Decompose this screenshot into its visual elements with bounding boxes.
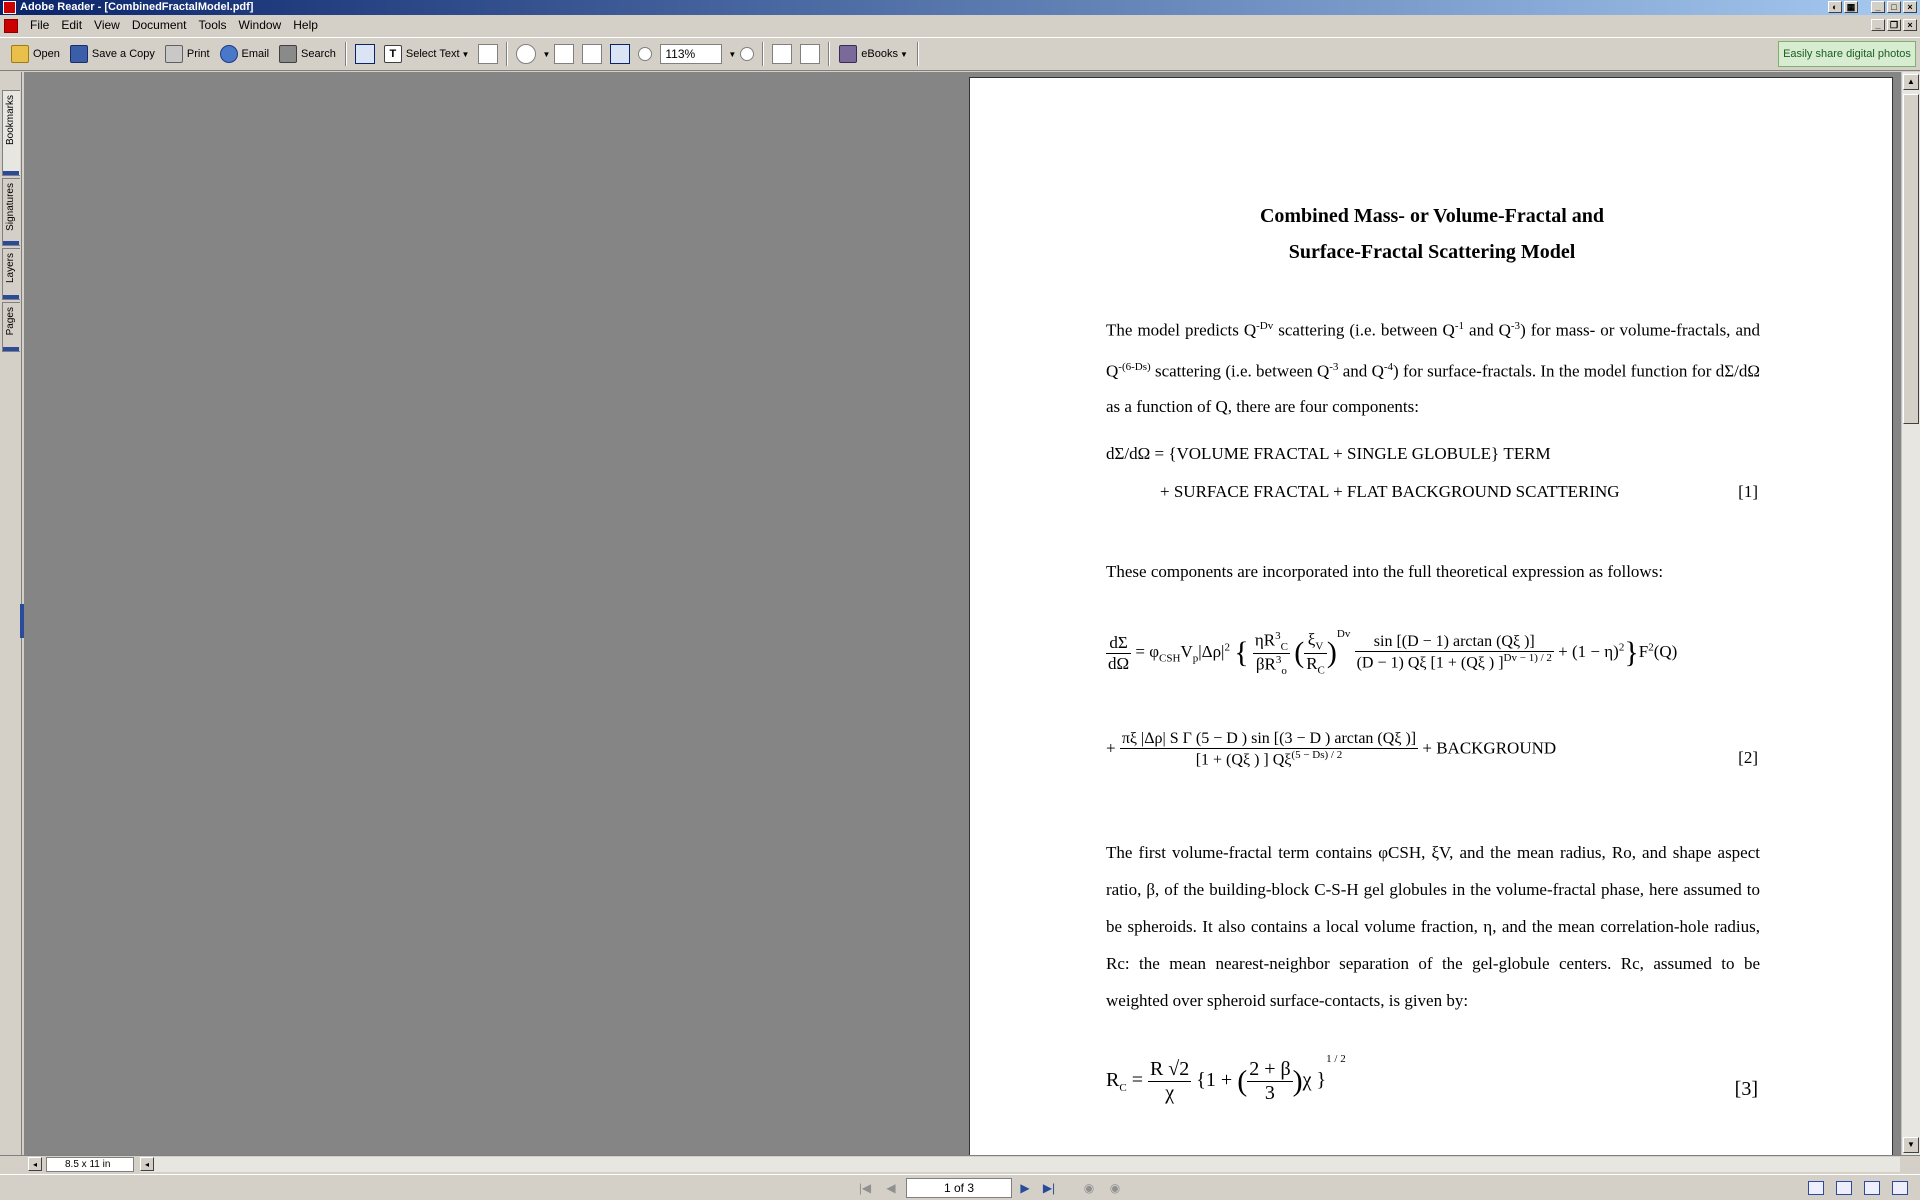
title-bar — [0, 0, 1920, 15]
text-cursor-icon: T — [384, 45, 402, 63]
equation-1-line-1: dΣ/dΩ = {VOLUME FRACTAL + SINGLE GLOBULE} TERM — [1106, 444, 1551, 463]
toolbar-separator — [345, 42, 347, 66]
navigation-pane-tabs — [0, 72, 22, 1155]
menu-view[interactable]: View — [94, 18, 120, 32]
close-icon[interactable]: × — [1903, 1, 1917, 13]
equation-3-number: [3] — [1734, 1078, 1758, 1100]
ebooks-label: eBooks — [861, 48, 898, 60]
continuous-view-icon[interactable] — [1836, 1181, 1852, 1195]
menu-tools[interactable]: Tools — [198, 18, 227, 32]
document-title — [970, 198, 1894, 270]
single-page-view-icon[interactable] — [1808, 1181, 1824, 1195]
previous-page-icon[interactable]: ◀ — [886, 1181, 896, 1195]
tab-pages-label: Pages — [5, 307, 16, 336]
doc-close-icon[interactable]: × — [1903, 19, 1917, 31]
print-label: Print — [186, 48, 210, 60]
scroll-thumb[interactable] — [1903, 94, 1919, 424]
go-back-icon[interactable]: ◉ — [1083, 1181, 1095, 1195]
promo-banner[interactable]: Easily share digital photos — [1778, 41, 1916, 67]
tab-accent — [3, 295, 19, 299]
search-button[interactable] — [274, 41, 341, 67]
status-bar — [0, 1174, 1920, 1200]
toolbar-separator — [506, 42, 508, 66]
tray-icon[interactable]: ◐ — [1828, 1, 1842, 13]
chevron-down-icon[interactable]: ▼ — [461, 49, 470, 59]
tab-accent — [3, 241, 19, 245]
zoom-out-icon[interactable] — [638, 47, 652, 61]
page-size-toggle-icon[interactable]: ◂ — [28, 1157, 42, 1171]
toolbar-separator — [917, 42, 919, 66]
email-label: Email — [241, 48, 270, 60]
select-text-label: Select Text — [405, 48, 460, 60]
equation-3: $R_C$ = $\frac{R √2}{\chi}$ {1 + ( $\frac{2 + \beta}{3}$ )χ }$^{1 / 2}$ — [1106, 1053, 1346, 1104]
first-page-icon[interactable]: |◀ — [858, 1181, 872, 1195]
tab-bookmarks-label: Bookmarks — [5, 95, 16, 146]
menu-edit[interactable]: Edit — [61, 18, 83, 32]
equation-2-continued: + $\frac{\text{πξ |Δρ| S Γ (5 − D ) sin [(3 − D ) arctan (Qξ )]}}{[1 + (Q\xi ) ] Q\xi^{(5 - Ds) / 2}}$ + BACKGROUND — [1106, 730, 1557, 769]
tab-signatures-label: Signatures — [5, 183, 16, 231]
pdf-page — [969, 77, 1893, 1155]
save-copy-label: Save a Copy — [91, 48, 155, 60]
printer-icon — [165, 45, 183, 63]
binoculars-icon — [279, 45, 297, 63]
hand-tool-icon[interactable] — [355, 44, 375, 64]
tab-accent — [3, 347, 19, 351]
search-label: Search — [301, 48, 336, 60]
chevron-down-icon[interactable]: ▼ — [899, 49, 908, 59]
tab-layers-label: Layers — [5, 253, 16, 284]
open-label: Open — [33, 48, 60, 60]
fit-page-icon[interactable] — [582, 44, 602, 64]
equation-2: $\frac{d\Sigma}{d\Omega}$ = $\varphi_{CSH}V_p|\Delta\rho|^2$ { $\frac{\eta R^3_C}{\beta R^3_o}$ ( $\frac{\xi_V}{R_C}$ )$^{Dv}$ $\frac{\sin [(D - 1) \arctan (Q\xi )]}{(D - 1) Q\xi [1 + (Q\xi ) ]^{Dv - 1) / 2}}$ + $(1 - \eta)^2\}F^2(Q)$ — [1108, 628, 1678, 677]
zoom-input[interactable]: 113% — [660, 44, 722, 64]
doc-restore-icon[interactable]: ❐ — [1887, 19, 1901, 31]
toolbar-separator — [762, 42, 764, 66]
chevron-down-icon[interactable]: ▼ — [728, 49, 737, 59]
snapshot-icon[interactable] — [478, 44, 498, 64]
menu-file[interactable]: File — [30, 18, 50, 32]
adobe-reader-icon — [3, 1, 16, 14]
tab-layers[interactable] — [2, 248, 20, 300]
page-number-input[interactable]: 1 of 3 — [906, 1178, 1012, 1198]
chevron-down-icon[interactable]: ▼ — [542, 49, 551, 59]
select-text-button[interactable] — [379, 41, 475, 67]
document-icon[interactable] — [4, 19, 18, 33]
toolbar — [0, 37, 1920, 71]
menu-help[interactable]: Help — [293, 18, 318, 32]
window-controls — [1871, 1, 1917, 13]
extra-window-controls — [1828, 1, 1858, 13]
tab-pages[interactable] — [2, 302, 20, 352]
horizontal-scrollbar[interactable] — [140, 1157, 1900, 1172]
rotate-left-icon[interactable] — [772, 44, 792, 64]
last-page-icon[interactable]: ▶| — [1042, 1181, 1056, 1195]
minimize-icon[interactable]: _ — [1871, 1, 1885, 13]
paragraph-volume-fractal: The first volume-fractal term contains φCSH, ξV, and the mean radius, Ro, and shape aspect ratio, β, of the building-block C-S-H gel globules in the volume-fractal phase, here assumed to be spheroids. It also contains a local volume fraction, η, and the mean correlation-hole radius, Rc: the mean nearest-neighbor separation of the gel-globule centers. Rc, assumed to be weighted over spheroid surface-contacts, is given by: — [1106, 843, 1760, 1010]
scroll-up-icon[interactable]: ▲ — [1903, 74, 1919, 90]
equation-2-number: [2] — [1738, 748, 1758, 767]
title-line-2: Surface-Fractal Scattering Model — [1288, 241, 1576, 263]
print-button[interactable] — [160, 41, 215, 67]
doc-minimize-icon[interactable]: _ — [1871, 19, 1885, 31]
save-icon — [70, 45, 88, 63]
open-button[interactable] — [6, 41, 65, 67]
tab-bookmarks[interactable] — [2, 90, 20, 176]
fit-width-icon[interactable] — [610, 44, 630, 64]
folder-icon — [11, 45, 29, 63]
menu-bar — [0, 16, 1920, 35]
email-button[interactable] — [215, 41, 275, 67]
scroll-down-icon[interactable]: ▼ — [1903, 1137, 1919, 1153]
ebooks-button[interactable] — [834, 41, 913, 67]
menu-document[interactable]: Document — [131, 18, 187, 32]
facing-view-icon[interactable] — [1864, 1181, 1880, 1195]
continuous-facing-view-icon[interactable] — [1892, 1181, 1908, 1195]
document-window-controls — [1871, 19, 1917, 31]
save-copy-button[interactable] — [65, 41, 160, 67]
paragraph-components: These components are incorporated into the full theoretical expression as follows: — [1106, 562, 1664, 581]
tab-signatures[interactable] — [2, 178, 20, 246]
equation-1-number: [1] — [1738, 482, 1758, 501]
equation-1-line-2: + SURFACE FRACTAL + FLAT BACKGROUND SCATTERING — [1160, 482, 1620, 501]
go-forward-icon[interactable]: ◉ — [1109, 1181, 1121, 1195]
scroll-left-icon[interactable]: ◂ — [140, 1157, 154, 1171]
document-viewport[interactable] — [24, 72, 1901, 1155]
zoom-in-tool-icon[interactable] — [516, 44, 536, 64]
window-title: Adobe Reader - [CombinedFractalModel.pdf] — [20, 1, 254, 13]
title-line-1: Combined Mass- or Volume-Fractal and — [1259, 205, 1605, 227]
zoom-in-icon[interactable] — [740, 47, 754, 61]
toolbar-separator — [828, 42, 830, 66]
email-icon — [220, 45, 238, 63]
ebook-icon — [839, 45, 857, 63]
menu-window[interactable]: Window — [238, 18, 282, 32]
maximize-icon[interactable]: □ — [1887, 1, 1901, 13]
rotate-right-icon[interactable] — [800, 44, 820, 64]
next-page-icon[interactable]: ▶ — [1020, 1181, 1030, 1195]
vertical-scrollbar[interactable] — [1901, 72, 1920, 1155]
horizontal-bar — [0, 1155, 1920, 1173]
tab-accent — [3, 171, 19, 175]
tray-icon-2[interactable]: ▦ — [1844, 1, 1858, 13]
paragraph-intro: The model predicts $Q^{-Dv}$ scattering (i.e. between $Q^{-1}$ and $Q^{-3}$) for mass- or volume-fractals, and $Q^{-(6-Ds)}$ scattering (i.e. between $Q^{-3}$ and $Q^{-4}$) for surface-fractals. In the model function for dΣ/dΩ as a function of Q, there are four components: — [1106, 320, 1761, 417]
page-size-indicator: 8.5 x 11 in — [46, 1157, 134, 1172]
actual-size-icon[interactable] — [554, 44, 574, 64]
